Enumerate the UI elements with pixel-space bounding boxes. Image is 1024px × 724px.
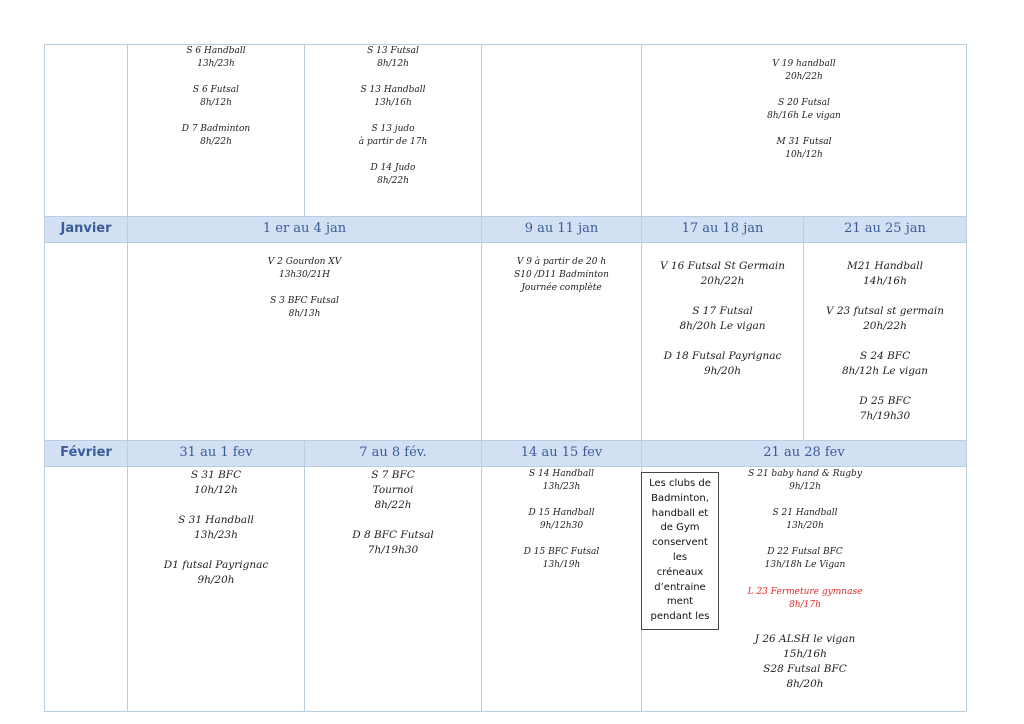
janvier-cell-2 xyxy=(481,242,642,441)
text-line xyxy=(305,149,481,162)
text-line: 10h/12h xyxy=(785,150,823,160)
fevrier-cell-1-text xyxy=(128,468,304,588)
fevrier-month-cell xyxy=(44,440,128,467)
janvier-cell-3 xyxy=(641,242,804,441)
text-line: V 23 futsal st germain xyxy=(825,305,945,317)
text-line xyxy=(128,71,304,84)
text-line xyxy=(482,533,641,546)
text-line xyxy=(128,543,304,558)
text-line: D 18 Futsal Payrignac xyxy=(663,350,782,362)
text-line: Les clubs de xyxy=(649,478,711,489)
text-line xyxy=(804,289,966,304)
janvier-cell-2-text xyxy=(482,256,641,295)
janvier-header-4 xyxy=(803,216,967,243)
text-line: 7h/19h30 xyxy=(859,410,911,422)
text-line: D 8 BFC Futsal xyxy=(352,529,434,541)
janvier-header-3 xyxy=(641,216,804,243)
janvier-header-1 xyxy=(127,216,482,243)
text-line: 8h/20h Le vigan xyxy=(679,320,766,332)
text-line: 10h/12h xyxy=(194,484,238,496)
text-line: D 14 Judo xyxy=(370,163,416,173)
text-line: S 13 judo xyxy=(371,124,415,134)
janvier-cell-1-text xyxy=(128,256,481,321)
top-cell-4 xyxy=(641,44,967,217)
text-line: conservent xyxy=(652,537,708,549)
text-line: 14h/16h xyxy=(863,275,907,287)
text-line xyxy=(804,334,966,349)
janvier-header-4-label: 21 au 25 jan xyxy=(844,221,926,236)
text-line: S 6 Futsal xyxy=(192,85,240,95)
janvier-header-1-label: 1 er au 4 jan xyxy=(262,221,347,236)
top-label-cell xyxy=(44,44,128,217)
text-line xyxy=(305,71,481,84)
fevrier-label-cell xyxy=(44,466,128,712)
clubs-note-box xyxy=(641,472,719,630)
fevrier-cell-2 xyxy=(304,466,482,712)
text-line: L 23 Fermeture gymnase xyxy=(747,587,863,597)
text-line: 9h/20h xyxy=(197,574,235,586)
text-line: les xyxy=(672,551,688,563)
text-line: S 21 baby hand & Rugby xyxy=(748,469,862,479)
text-line: 13h/23h xyxy=(542,482,581,492)
text-line: 20h/22h xyxy=(863,320,907,332)
text-line xyxy=(642,84,966,97)
text-line: 13h/18h Le Vigan xyxy=(764,560,846,570)
text-line xyxy=(642,334,803,349)
top-cell-3 xyxy=(481,44,642,217)
text-line xyxy=(642,123,966,136)
text-line: 9h/12h xyxy=(789,482,821,492)
text-line: 8h/22h xyxy=(374,499,412,511)
text-line: S 20 Futsal xyxy=(778,98,830,108)
fevrier-month-label: Février xyxy=(60,445,112,460)
fevrier-header-1 xyxy=(127,440,305,467)
text-line: S 3 BFC Futsal xyxy=(270,296,339,306)
text-line: Tournoi xyxy=(372,484,414,496)
fevrier-cell-1 xyxy=(127,466,305,712)
text-line: M21 Handball xyxy=(846,260,924,272)
text-line: V 9 à partir de 20 h xyxy=(516,257,607,267)
text-line: S 24 BFC xyxy=(859,350,911,362)
janvier-cell-1 xyxy=(127,242,482,441)
text-line: 13h/16h xyxy=(374,98,412,108)
text-line: handball et xyxy=(651,507,709,519)
text-line: S 31 Handball xyxy=(178,514,254,526)
text-line: 8h/13h xyxy=(288,309,321,319)
text-line: D1 futsal Payrignac xyxy=(163,559,269,571)
text-line: 8h/17h xyxy=(789,600,821,610)
fevrier-header-2-label: 7 au 8 fév. xyxy=(359,445,427,460)
fevrier-cell-4-text-b xyxy=(722,632,888,692)
fevrier-cell-2-text xyxy=(305,468,481,558)
top-cell-2-text xyxy=(305,45,481,188)
text-line: S 13 Futsal xyxy=(367,46,419,56)
text-line: 8h/12h xyxy=(377,59,409,69)
fevrier-header-4-label: 21 au 28 fev xyxy=(763,445,845,460)
text-line: V 19 handball xyxy=(772,59,836,69)
janvier-month-cell xyxy=(44,216,128,243)
fevrier-header-2 xyxy=(304,440,482,467)
top-cell-2 xyxy=(304,44,482,217)
text-line: 7h/19h30 xyxy=(367,544,419,556)
text-line: d’entraine xyxy=(654,581,706,593)
text-line: 8h/22h xyxy=(377,176,409,186)
text-line: 20h/22h xyxy=(785,72,823,82)
fevrier-cell-3-text xyxy=(482,468,641,572)
text-line: 13h/23h xyxy=(197,59,235,69)
fevrier-header-1-label: 31 au 1 fev xyxy=(179,445,253,460)
text-line: S28 Futsal BFC xyxy=(763,663,847,675)
fevrier-header-3 xyxy=(481,440,642,467)
text-line xyxy=(128,110,304,123)
text-line: V 16 Futsal St Germain xyxy=(660,260,785,272)
top-cell-1 xyxy=(127,44,305,217)
text-line xyxy=(722,494,888,507)
janvier-month-label: Janvier xyxy=(60,221,112,236)
text-line: Journée complète xyxy=(521,283,602,293)
janvier-cell-4-text xyxy=(804,259,966,424)
text-line: D 15 Handball xyxy=(528,508,595,518)
text-line: de Gym xyxy=(660,522,700,534)
text-line: 8h/12h Le vigan xyxy=(842,365,928,377)
text-line: créneaux xyxy=(656,566,704,578)
text-line: M 31 Futsal xyxy=(776,137,832,147)
text-line: 9h/12h30 xyxy=(539,521,584,531)
text-line: 9h/20h xyxy=(703,365,742,377)
janvier-cell-3-text xyxy=(642,259,803,379)
text-line xyxy=(804,379,966,394)
text-line: D 25 BFC xyxy=(859,395,911,407)
text-line: S 31 BFC xyxy=(190,469,242,481)
text-line: D 7 Badminton xyxy=(181,124,251,134)
fevrier-cell-3 xyxy=(481,466,642,712)
text-line xyxy=(642,289,803,304)
text-line: J 26 ALSH le vigan xyxy=(754,633,856,645)
text-line: 13h/19h xyxy=(542,560,581,570)
top-cell-4-text xyxy=(642,58,966,162)
text-line: S 14 Handball xyxy=(529,469,594,479)
text-line xyxy=(722,533,888,546)
text-line: D 15 BFC Futsal xyxy=(523,547,600,557)
text-line xyxy=(305,110,481,123)
text-line: S 17 Futsal xyxy=(692,305,753,317)
text-line: 8h/16h Le vigan xyxy=(767,111,841,121)
text-line: S 13 Handball xyxy=(360,85,426,95)
text-line xyxy=(128,282,481,295)
text-line xyxy=(482,494,641,507)
text-line: 13h/23h xyxy=(194,529,238,541)
text-line: pendant les xyxy=(650,611,710,623)
janvier-header-2 xyxy=(481,216,642,243)
closure-notice xyxy=(722,586,888,612)
janvier-label-cell xyxy=(44,242,128,441)
text-line: 8h/20h xyxy=(786,678,824,690)
fevrier-header-3-label: 14 au 15 fev xyxy=(520,445,603,460)
text-line xyxy=(128,498,304,513)
text-line: Badminton, xyxy=(651,492,709,504)
janvier-header-3-label: 17 au 18 jan xyxy=(681,221,764,236)
text-line: ment xyxy=(666,596,694,608)
text-line: à partir de 17h xyxy=(358,137,428,147)
text-line: 15h/16h xyxy=(783,648,827,660)
text-line: S 6 Handball xyxy=(186,46,246,56)
fevrier-cell-4-text-a xyxy=(722,468,888,572)
janvier-cell-4 xyxy=(803,242,967,441)
text-line xyxy=(305,513,481,528)
text-line: S 21 Handball xyxy=(772,508,838,518)
text-line: S 7 BFC xyxy=(371,469,415,481)
janvier-header-2-label: 9 au 11 jan xyxy=(524,221,599,236)
text-line: D 22 Futsal BFC xyxy=(767,547,843,557)
text-line: V 2 Gourdon XV xyxy=(267,257,342,267)
text-line: 13h/20h xyxy=(786,521,824,531)
top-cell-1-text xyxy=(128,45,304,149)
text-line: 8h/22h xyxy=(200,137,232,147)
fevrier-header-4 xyxy=(641,440,967,467)
text-line: 13h30/21H xyxy=(278,270,331,280)
text-line: 8h/12h xyxy=(200,98,232,108)
text-line: S10 /D11 Badminton xyxy=(514,270,609,280)
text-line: 20h/22h xyxy=(700,275,745,287)
